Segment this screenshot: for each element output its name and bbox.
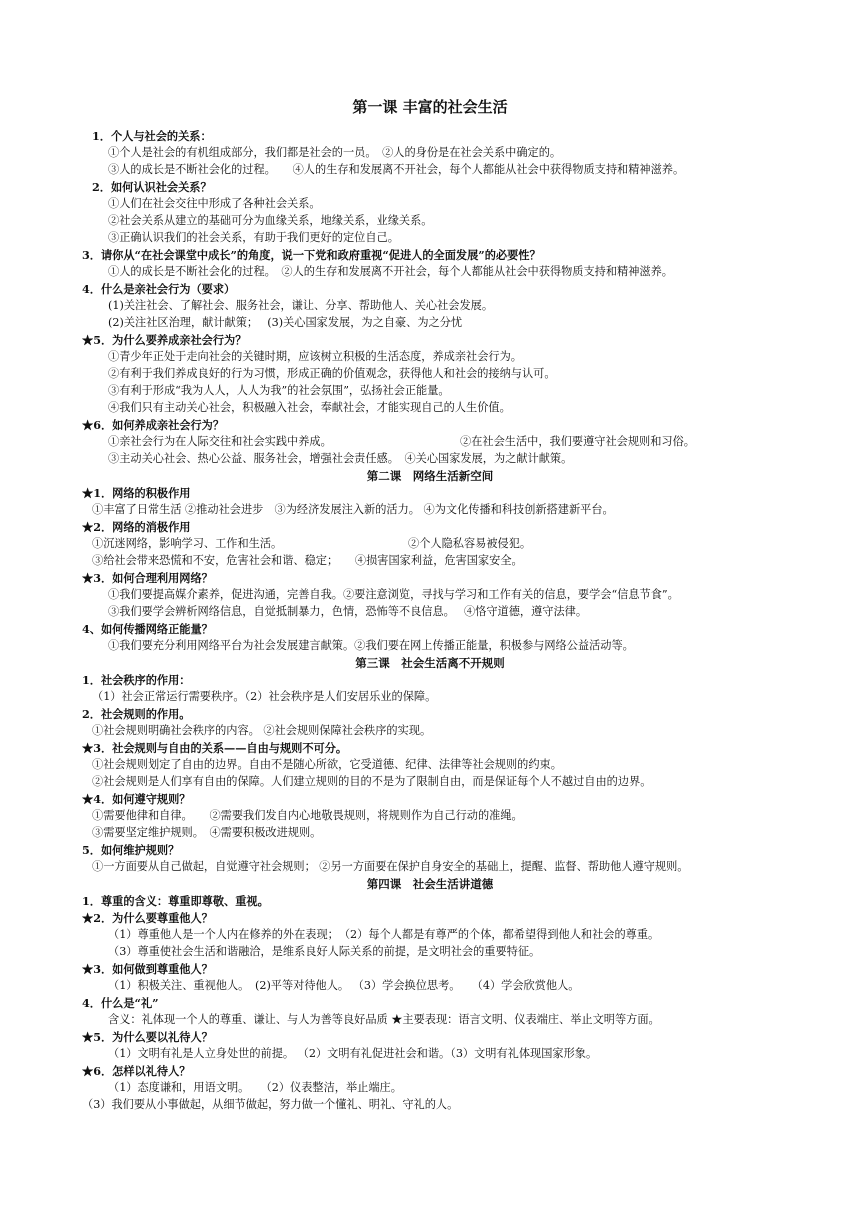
section-title-4: 第四课 社会生活讲道德 [366,877,494,891]
heading-q5: ★5．为什么要养成亲社会行为？ [82,333,247,347]
text-line: （1）积极关注、重视他人。 (2)平等对待他人。 （3）学会换位思考。 （4）学会欣赏他人。 [108,979,580,992]
text-line: （1）文明有礼是人立身处世的前提。 （2）文明有礼促进社会和谐。（3）文明有礼体现国家形象。 [108,1047,598,1060]
text-line: ③正确认识我们的社会关系，有助于我们更好的定位自己。 [108,231,399,244]
text-line: ③有利于形成“我为人人，人人为我”的社会氛围”，弘扬社会正能量。 [108,384,450,397]
heading-q2: 2．如何认识社会关系？ [92,180,212,194]
heading: 1．尊重的含义：尊重即尊敬、重视。 [82,894,269,908]
heading: 2．社会规则的作用。 [82,707,191,721]
text-line: 含义：礼体现一个人的尊重、谦让、与人为善等良好品质 ★主要表现：语言文明、仪表端庄、举止文明等方面。 [108,1013,660,1026]
text-line: ①个人是社会的有机组成部分，我们都是社会的一员。 ②人的身份是在社会关系中确定的。 [108,146,562,159]
text-line: （1）社会正常运行需要秩序。（2）社会秩序是人们安居乐业的保障。 [92,690,437,703]
heading: ★2．网络的消极作用 [82,520,191,534]
heading: 5．如何维护规则？ [82,843,180,857]
heading: ★6．怎样以礼待人？ [82,1064,191,1078]
text-line: ②个人隐私容易被侵犯。 [408,537,532,550]
text-line: ②社会关系从建立的基础可分为血缘关系，地缘关系，业缘关系。 [108,214,433,227]
text-line: （3）尊重使社会生活和谐融洽，是维系良好人际关系的前提，是文明社会的重要特征。 [108,945,541,958]
text-line: ④我们只有主动关心社会，积极融入社会，奉献社会，才能实现自己的人生价值。 [108,401,511,414]
section-title-3: 第三课 社会生活离不开规则 [355,656,505,670]
text-line: ③需要坚定维护规则。 ④需要积极改进规则。 [92,826,322,839]
text-line: ①我们要提高媒介素养，促进沟通，完善自我。②要注意浏览，寻找与学习和工作有关的信息，要学会“信息节食”。 [108,588,679,601]
text-line: ③主动关心社会、热心公益、服务社会，增强社会责任感。 ④关心国家发展，为之献计献策。 [108,452,573,465]
heading: ★3．如何做到尊重他人？ [82,962,213,976]
section-title-2: 第二课 网络生活新空间 [366,469,494,483]
text-line: （1）尊重他人是一个人内在修养的外在表现； （2）每个人都是有尊严的个体，都希望得到他人和社会的尊重。 [108,928,660,941]
text-line: ③给社会带来恐慌和不安，危害社会和谐、稳定； ④损害国家利益，危害国家安全。 [92,554,523,567]
text-line: ②有利于我们养成良好的行为习惯，形成正确的价值观念，获得他人和社会的接纳与认可。 [108,367,556,380]
text-line: ①需要他律和自律。 ②需要我们发自内心地敬畏规则，将规则作为自己行动的准绳。 [92,809,523,822]
text-line: （3）我们要从小事做起，从细节做起，努力做一个懂礼、明礼、守礼的人。 [82,1098,459,1111]
heading-q4: 4．什么是亲社会行为（要求） [82,282,236,296]
heading: ★3．如何合理利用网络？ [82,571,213,585]
text-line: （1）态度谦和，用语文明。 （2）仪表整洁，举止端庄。 [108,1081,402,1094]
text-line: ②在社会生活中，我们要遵守社会规则和习俗。 [460,435,695,448]
text-line: ①亲社会行为在人际交往和社会实践中养成。 [108,435,332,448]
heading-q1: 1．个人与社会的关系： [92,129,212,143]
heading: ★1．网络的积极作用 [82,486,191,500]
heading: 4．什么是“礼” [82,996,159,1010]
text-line: ①青少年正处于走向社会的关键时期，应该树立积极的生活态度，养成亲社会行为。 [108,350,522,363]
text-line: ③人的成长是不断社会化的过程。 ④人的生存和发展离不开社会，每个人都能从社会中获得物质支持和精神滋养。 [108,163,685,176]
text-line: ①丰富了日常生活 ②推动社会进步 ③为经济发展注入新的活力。 ④为文化传播和科技创新搭建新平台。 [92,503,614,516]
heading-q3: 3．请你从“在社会课堂中成长”的角度，说一下党和政府重视“促进人的全面发展”的必要性？ [82,248,541,262]
text-line: ②社会规则是人们享有自由的保障。人们建立规则的目的不是为了限制自由，而是保证每个人不越过自由的边界。 [92,775,652,788]
text-line: (2)关注社区治理，献计献策； (3)关心国家发展，为之自豪、为之分忧 [108,316,463,329]
text-line: ①一方面要从自己做起，自觉遵守社会规则； ②另一方面要在保护自身安全的基础上，提醒、监督、帮助他人遵守规则。 [92,860,689,873]
text-line: ①社会规则明确社会秩序的内容。 ②社会规则保障社会秩序的实现。 [92,724,432,737]
text-line: ①社会规则划定了自由的边界。自由不是随心所欲，它受道德、纪律、法律等社会规则的约束。 [92,758,562,771]
heading: 1．社会秩序的作用： [82,673,191,687]
page-title: 第一课 丰富的社会生活 [352,98,508,116]
text-line: ①人们在社会交往中形成了各种社会关系。 [108,197,321,210]
text-line: ①人的成长是不断社会化的过程。 ②人的生存和发展离不开社会，每个人都能从社会中获得物质支持和精神滋养。 [108,265,673,278]
heading: 4、如何传播网络正能量？ [82,622,213,636]
heading: ★4．如何遵守规则？ [82,792,191,806]
heading: ★5．为什么要以礼待人？ [82,1030,213,1044]
heading: ★3．社会规则与自由的关系——自由与规则不可分。 [82,741,348,755]
text-line: ①沉迷网络，影响学习、工作和生活。 [92,537,283,550]
heading: ★2．为什么要尊重他人？ [82,911,213,925]
heading-q6: ★6．如何养成亲社会行为？ [82,418,225,432]
text-line: ③我们要学会辨析网络信息，自觉抵制暴力，色情，恐怖等不良信息。 ④恪守道德，遵守法律。 [108,605,588,618]
text-line: ①我们要充分利用网络平台为社会发展建言献策。②我们要在网上传播正能量，积极参与网络公益活动等。 [108,639,634,652]
text-line: (1)关注社会、了解社会、服务社会，谦让、分享、帮助他人、关心社会发展。 [108,299,494,312]
